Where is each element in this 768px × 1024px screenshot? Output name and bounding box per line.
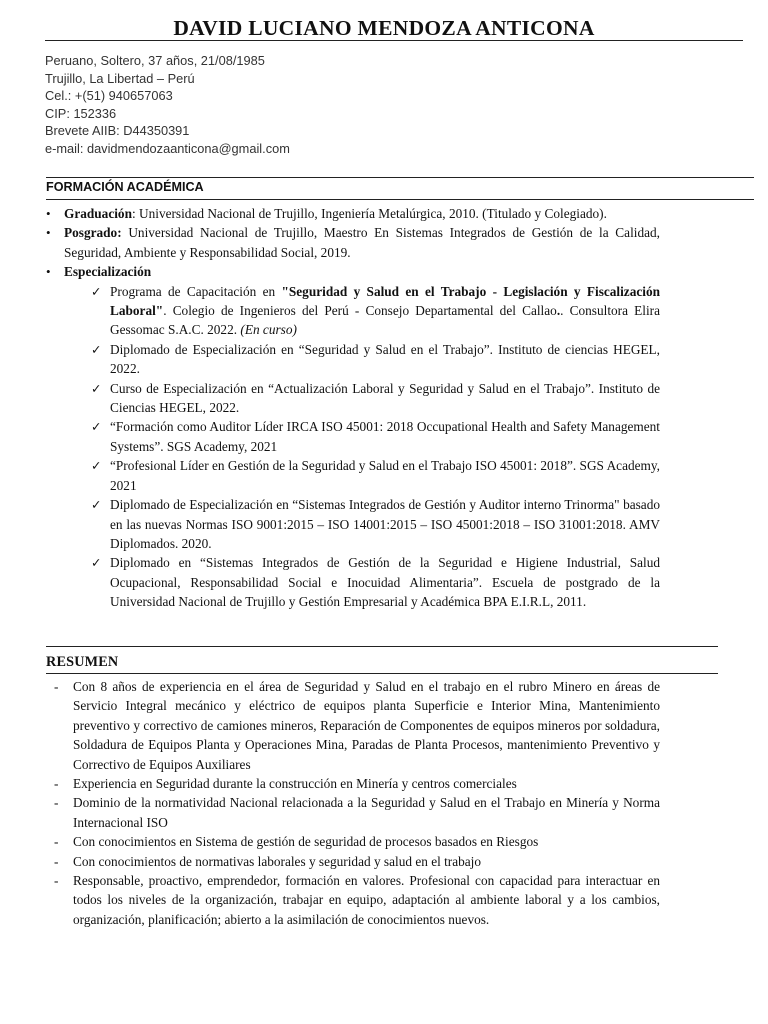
contact-info [45, 52, 290, 157]
postgraduate-text: Universidad Nacional de Trujillo, Maestro En Sistemas Integrados de Gestión de la Calidad, Seguridad, Ambiente y Responsabilidad Social, 2019. [64, 225, 660, 260]
cip-number: CIP: 152336 [45, 105, 117, 121]
education-rule-top [46, 177, 754, 178]
summary-item: - Con conocimientos en Sistema de gestión de seguridad de procesos basados en Riesgos [54, 832, 660, 851]
specialization-entry: ✓ Diplomado de Especialización en “Sistemas Integrados de Gestión y Auditor interno Trinorma" basado en las nuevas Normas ISO 9001:2015 – ISO 14001:2015 – ISO 45001:2018 – ISO 31001:2018. AMV Diplomados. 2020. [91, 497, 660, 551]
checkmark-icon: ✓ [91, 341, 102, 357]
specialization-entry: ✓ “Formación como Auditor Líder IRCA ISO 45001: 2018 Occupational Health and Safety Management Systems”. SGS Academy, 2021 [91, 419, 660, 454]
location: Trujillo, La Libertad – Perú [45, 70, 195, 86]
phone: Cel.: +(51) 940657063 [45, 88, 173, 103]
specialization-entry: ✓ Curso de Especialización en “Actualización Laboral y Seguridad y Salud en el Trabajo”. Instituto de Ciencias HEGEL, 2022. [91, 380, 660, 416]
checkmark-icon: ✓ [91, 419, 102, 435]
checkmark-icon: ✓ [91, 283, 102, 299]
specialization-label: Especialización [64, 264, 152, 280]
summary-item: - Responsable, proactivo, emprendedor, formación en valores. Profesional con capacidad para interactuar en todos los niveles de la organización, trabajar en equipo, adaptación al ambiente laboral y a los cambios, organización, planificación; abierto a la asimilación de conocimientos nuevos. [54, 871, 660, 929]
specialization-entry: ✓ Diplomado en “Sistemas Integrados de Gestión de la Seguridad e Higiene Industrial, Salud Ocupacional, Responsabilidad Social e Inocuidad Alimentaria”. Escuela de postgrado de la Universidad Nacional de Trujillo y Gestión Empresarial y Académica BPA E.I.R.L, 2011. [91, 555, 660, 610]
education-rule-bottom [46, 199, 754, 200]
summary-item: - Dominio de la normatividad Nacional relacionada a la Seguridad y Salud en el Trabajo en Minería y Norma Internacional ISO [54, 793, 660, 832]
postgraduate-label: Posgrado: [64, 225, 122, 241]
driver-license: Brevete AIIB: D44350391 [45, 123, 190, 138]
summary-rule-top [46, 646, 718, 647]
graduation-text: : Universidad Nacional de Trujillo, Ingeniería Metalúrgica, 2010. (Titulado y Colegiado). [131, 206, 607, 221]
graduation-item [46, 204, 660, 223]
title-rule [45, 40, 743, 41]
email: e-mail: davidmendozaanticona@gmail.com [45, 140, 290, 156]
summary-heading: RESUMEN [46, 654, 119, 670]
checkmark-icon: ✓ [91, 497, 102, 513]
graduation-label: Graduación [64, 206, 132, 221]
checkmark-icon: ✓ [91, 555, 102, 571]
candidate-name: DAVID LUCIANO MENDOZA ANTICONA [173, 16, 595, 40]
personal-details: Peruano, Soltero, 37 años, 21/08/1985 [45, 53, 265, 68]
specialization-list [64, 282, 660, 612]
specialization-entry: ✓ Programa de Capacitación en "Seguridad y Salud en el Trabajo - Legislación y Fiscalización Laboral". Colegio de Ingenieros del Perú - Consejo Departamental del Callao.. Consultora Elira Gessomac S.A.C. 2022. (En curso) [91, 283, 661, 338]
summary-item: - Con 8 años de experiencia en el área de Seguridad y Salud en el trabajo en el rubro Minero en áreas de Servicio Integral mecánico y eléctrico de equipos planta Superficie e Interior Mina, Mantenimiento preventivo y correctivo de camiones mineros, Reparación de Componentes de equipos mineros por soldadura, Soldadura de Equipos Planta y Operaciones Mina, Paradas de Planta Procesos, mantenimiento Preventivo y Correctivo de Equipos Auxiliares [54, 677, 660, 774]
specialization-item [46, 262, 660, 611]
specialization-entry: ✓ Diplomado de Especialización en “Seguridad y Salud en el Trabajo”. Instituto de ciencias HEGEL, 2022. [91, 341, 660, 377]
education-list [46, 204, 660, 612]
summary-item: - Con conocimientos de normativas laborales y seguridad y salud en el trabajo [54, 852, 660, 871]
summary-rule-bottom [46, 673, 718, 674]
postgraduate-item [46, 223, 660, 262]
specialization-entry: ✓ “Profesional Líder en Gestión de la Seguridad y Salud en el Trabajo ISO 45001: 2018”. SGS Academy, 2021 [91, 458, 660, 493]
education-heading: FORMACIÓN ACADÉMICA [46, 180, 204, 194]
checkmark-icon: ✓ [91, 458, 102, 474]
checkmark-icon: ✓ [91, 380, 102, 396]
summary-list [54, 677, 660, 929]
summary-item: - Experiencia en Seguridad durante la construcción en Minería y centros comerciales [54, 774, 660, 793]
